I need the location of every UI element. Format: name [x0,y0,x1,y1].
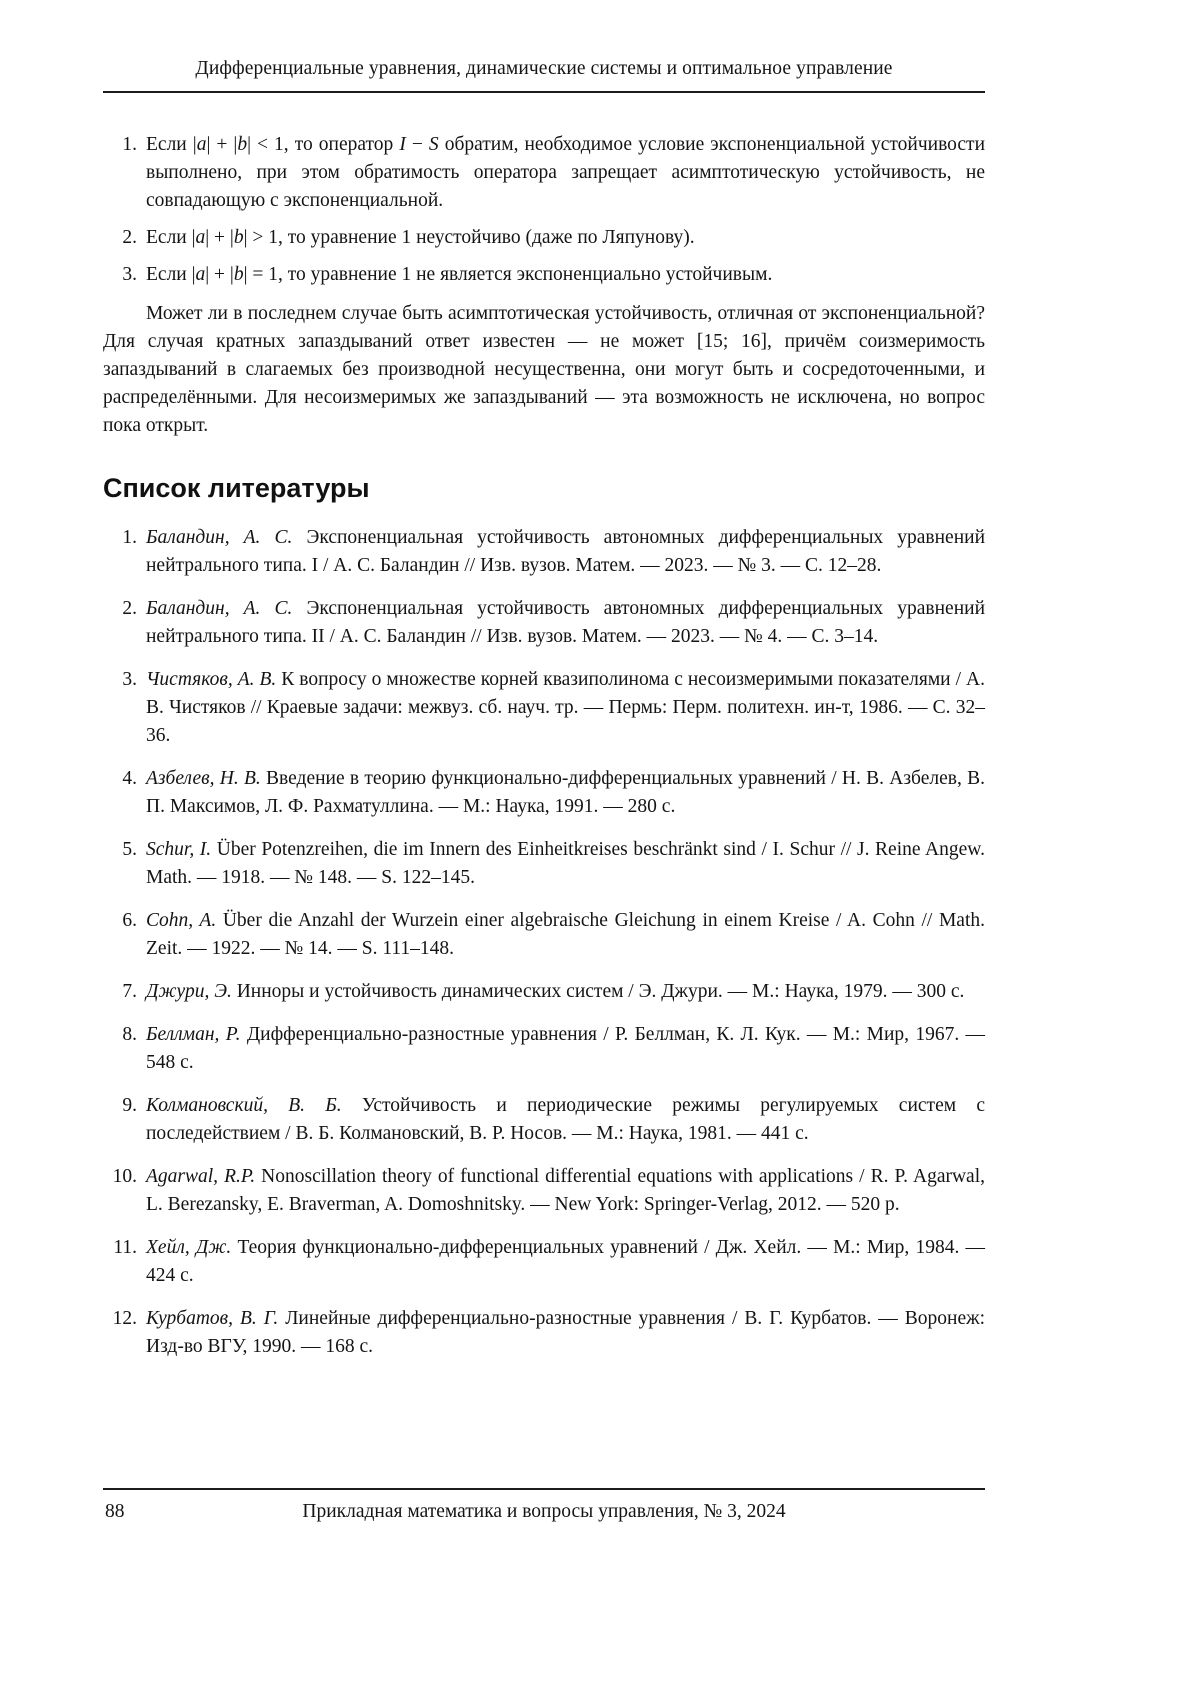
italic-text-run: Азбелев, Н. В. [146,768,261,789]
item-text [146,839,985,888]
item-number: 4. [122,768,137,789]
italic-text-run: Cohn, A. [146,910,217,931]
text-run: Теория функционально-дифференциальных уравнений / Дж. Хейл. — М.: Мир, 1984. — 424 с. [146,1237,985,1286]
conclusion-item [103,261,985,289]
italic-text-run: Колмановский, В. Б. [146,1095,342,1116]
text-run: Nonoscillation theory of functional differential equations with applications / R. P. Agarwal, L. Berezansky, E. Braverman, A. Domoshnitsky. — New York: Springer-Verlag, 2012. — 520 p. [146,1166,986,1215]
item-number: 7. [122,981,137,1002]
text-run: Введение в теорию функционально-дифференциальных уравнений / Н. В. Азбелев, В. П. Максимов, Л. Ф. Рахматуллина. — М.: Наука, 1991. — 280 с. [146,768,985,817]
text-run: К вопросу о множестве корней квазиполинома с несоизмеримыми показателями / А. В. Чистяков // Краевые задачи: межвуз. сб. науч. тр. — Пермь: Перм. политехн. ин-т, 1986. — С. 32–36. [146,669,985,746]
text-run: Дифференциально-разностные уравнения / Р. Беллман, К. Л. Кук. — М.: Мир, 1967. — 548 с. [146,1024,985,1073]
italic-text-run: Agarwal, R.P. [146,1166,256,1187]
footer-rule [103,1488,985,1490]
italic-text-run: Джури, Э. [146,981,232,1002]
italic-text-run: Беллман, Р. [146,1024,241,1045]
item-number: 1. [122,527,137,548]
item-text [146,1095,985,1144]
italic-text-run: Баландин, А. С. [146,527,293,548]
italic-text-run: I [399,134,406,155]
discussion-paragraph: Может ли в последнем случае быть асимптотическая устойчивость, отличная от экспоненциальной? Для случая кратных запаздываний ответ известен — не может [15; 16], причём соизмеримость запаздываний в слагаемых без производной несущественна, они могут быть и сосредоточенными, и распределёнными. Для несоизмеримых же запаздываний — эта возможность не исключена, но вопрос пока открыт. [103,303,985,436]
item-text [146,910,985,959]
text-run: − [405,134,429,155]
page-number: 88 [105,1501,125,1522]
text-run: Über Potenzreihen, die im Innern des Einheitkreises beschränkt sind / I. Schur // J. Reine Angew. Math. — 1918. — № 148. — S. 122–145. [146,839,985,888]
reference-item [103,978,985,1006]
item-text [146,981,964,1002]
item-number: 12. [112,1308,137,1329]
italic-text-run: Курбатов, В. Г. [146,1308,279,1329]
reference-item [103,765,985,821]
item-number: 3. [122,264,137,285]
item-number: 2. [122,227,137,248]
item-number: 11. [113,1237,137,1258]
reference-item [103,666,985,750]
item-number: 6. [122,910,137,931]
reference-item [103,836,985,892]
item-number: 10. [112,1166,137,1187]
running-title: Дифференциальные уравнения, динамические системы и оптимальное управление [195,58,893,79]
italic-text-run: Schur, I. [146,839,212,860]
text-run: Устойчивость и периодические режимы регулируемых систем с последействием / В. Б. Колмановский, В. Р. Носов. — М.: Наука, 1981. — 441 с. [146,1095,985,1144]
reference-item [103,595,985,651]
item-number: 9. [122,1095,137,1116]
item-text [146,527,985,576]
text-run: | + | [206,134,238,155]
reference-item [103,1234,985,1290]
running-header [103,56,985,93]
footer-row [103,1499,985,1525]
reference-item [103,1021,985,1077]
item-text [146,264,772,285]
references-heading: Список литературы [103,473,370,503]
item-text [146,1166,985,1215]
italic-text-run: b [233,227,244,248]
italic-text-run: a [195,227,206,248]
text-run: Линейные дифференциально-разностные уравнения / В. Г. Курбатов. — Воронеж: Изд-во ВГУ, 1990. — 168 с. [146,1308,986,1357]
item-text [146,768,985,817]
item-text [146,1308,985,1357]
italic-text-run: a [195,264,206,285]
item-text [146,669,985,746]
italic-text-run: Чистяков, А. В. [146,669,277,690]
text-run: | + | [205,264,234,285]
text-run: Инноры и устойчивость динамических систем / Э. Джури. — М.: Наука, 1979. — 300 с. [231,981,965,1002]
item-number: 8. [122,1024,137,1045]
journal-line: Прикладная математика и вопросы управления, № 3, 2024 [302,1501,786,1522]
text-run: обратим, необходимое условие экспоненциальной устойчивости выполнено, при этом обратимость оператора запрещает асимптотическую устойчивость, не совпадающую с экспоненциальной. [146,134,986,211]
italic-text-run: a [196,134,207,155]
conclusion-item [103,224,985,252]
item-number: 2. [122,598,137,619]
text-run: Если | [146,227,196,248]
italic-text-run: Баландин, А. С. [146,598,293,619]
item-number: 5. [122,839,137,860]
italic-text-run: Хейл, Дж. [146,1237,232,1258]
references-list [103,524,985,1361]
text-run: Если | [146,264,196,285]
italic-text-run: S [428,134,439,155]
reference-item [103,524,985,580]
text-run: Über die Anzahl der Wurzein einer algebraische Gleichung in einem Kreise / A. Cohn // Math. Zeit. — 1922. — № 14. — S. 111–148. [146,910,985,959]
item-text [146,227,695,248]
item-number: 3. [122,669,137,690]
item-text [146,1024,985,1073]
text-run: | = 1, то уравнение 1 не является экспоненциально устойчивым. [243,264,773,285]
text-run: | + | [205,227,234,248]
item-text [146,134,985,211]
conclusions-list [103,131,985,289]
italic-text-run: b [233,264,244,285]
header-rule [103,91,985,93]
text-run: Экспоненциальная устойчивость автономных дифференциальных уравнений нейтрального типа. I / А. С. Баландин // Изв. вузов. Матем. — 2023. — № 3. — С. 12–28. [146,527,986,576]
reference-item [103,1163,985,1219]
text-run: | > 1, то уравнение 1 неустойчиво (даже по Ляпунову). [243,227,695,248]
text-run: Экспоненциальная устойчивость автономных дифференциальных уравнений нейтрального типа. II / А. С. Баландин // Изв. вузов. Матем. — 2023. — № 4. — С. 3–14. [146,598,986,647]
reference-item [103,1092,985,1148]
reference-item [103,907,985,963]
conclusion-item [103,131,985,215]
item-text [146,1237,985,1286]
text-run: | < 1, то оператор [247,134,400,155]
item-text [146,598,985,647]
reference-item [103,1305,985,1361]
text-run: Если | [146,134,197,155]
item-number: 1. [122,134,137,155]
italic-text-run: b [237,134,248,155]
page-footer [103,1488,985,1525]
